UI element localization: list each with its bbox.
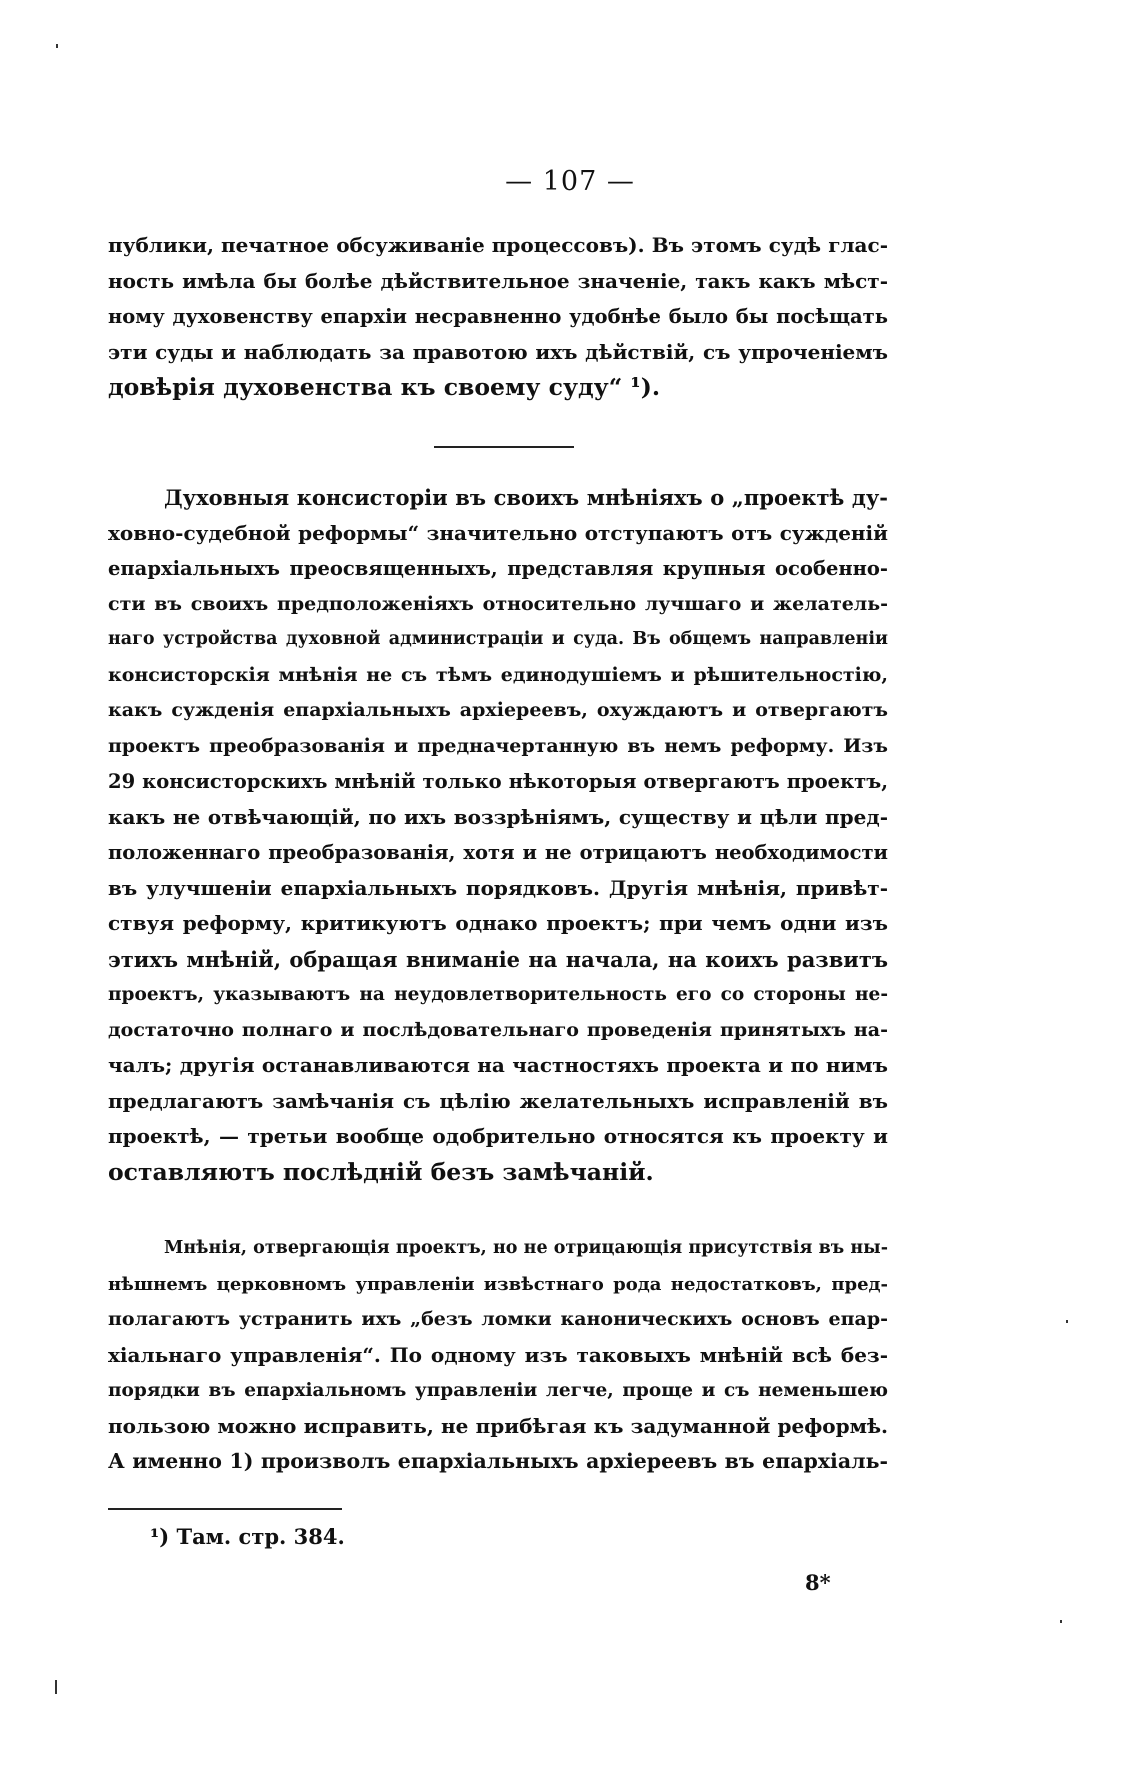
text-line: консисторскія мнѣнія не съ тѣмъ единодушіемъ и рѣшительностію, (108, 663, 888, 686)
section-divider (434, 446, 574, 448)
text-line: какъ не отвѣчающій, по ихъ воззрѣніямъ, существу и цѣли пред- (108, 804, 888, 829)
text-line: А именно 1) произволъ епархіальныхъ архіереевъ въ епархіаль- (108, 1449, 888, 1473)
text-line: сти въ своихъ предположеніяхъ относительно лучшаго и желатель- (108, 592, 888, 615)
text-line: 29 консисторскихъ мнѣній только нѣкоторыя отвергаютъ проектъ, (108, 770, 888, 793)
text-line: хіальнаго управленія“. По одному изъ таковыхъ мнѣній всѣ без- (108, 1342, 888, 1367)
text-line: полагаютъ устранить ихъ „безъ ломки каноническихъ основъ епар- (108, 1308, 888, 1330)
text-line: проектѣ, — третьи вообще одобрительно относятся къ проекту и (108, 1124, 888, 1148)
scan-speck (1060, 1620, 1062, 1623)
text-line: Духовныя консисторіи въ своихъ мнѣніяхъ о „проектѣ ду- (164, 485, 888, 510)
text-line: предлагаютъ замѣчанія съ цѣлію желательныхъ исправленій въ (108, 1088, 888, 1113)
text-line: проектъ преобразованія и предначертанную въ немъ реформу. Изъ (108, 734, 888, 757)
scan-speck (56, 44, 58, 48)
text-line: ховно-судебной реформы“ значительно отступаютъ отъ сужденій (108, 520, 888, 545)
text-line: какъ сужденія епархіальныхъ архіереевъ, охуждаютъ и отвергаютъ (108, 699, 888, 721)
text-line: нѣшнемъ церковномъ управленіи извѣстнаго рода недостатковъ, пред- (108, 1273, 888, 1295)
text-line: чалъ; другія останавливаются на частностяхъ проекта и по нимъ (108, 1053, 888, 1077)
text-line: наго устройства духовной администраціи и суда. Въ общемъ направленіи (108, 629, 888, 649)
text-line: публики, печатное обсуживаніе процессовъ). Въ этомъ судѣ глас- (108, 233, 888, 257)
text-line: ному духовенству епархіи несравненно удобнѣе было бы посѣщать (108, 305, 888, 328)
text-line: эти суды и наблюдать за правотою ихъ дѣйствій, съ упроченіемъ (108, 339, 888, 364)
text-line: порядки въ епархіальномъ управленіи легче, проще и съ неменьшею (108, 1380, 888, 1401)
page-number: — 107 — (505, 166, 635, 197)
text-line: этихъ мнѣній, обращая вниманіе на начала, на коихъ развитъ (108, 946, 888, 972)
scan-speck (1066, 1320, 1068, 1323)
text-line: оставляютъ послѣдній безъ замѣчаній. (108, 1157, 654, 1186)
signature-mark: 8* (805, 1570, 831, 1595)
text-line: довѣрія духовенства къ своему суду“ ¹). (108, 373, 660, 401)
text-line: положеннаго преобразованія, хотя и не отрицаютъ необходимости (108, 841, 888, 864)
text-line: пользою можно исправить, не прибѣгая къ задуманной реформѣ. (108, 1413, 888, 1438)
paragraph-consistories (108, 480, 888, 1190)
paragraph-opinions (108, 1231, 888, 1480)
text-line: епархіальныхъ преосвященныхъ, представляя крупныя особенно- (108, 557, 888, 580)
text-line: въ улучшеніи епархіальныхъ порядковъ. Другія мнѣнія, привѣт- (108, 875, 888, 900)
scan-speck (55, 1680, 57, 1694)
text-line: достаточно полнаго и послѣдовательнаго проведенія принятыхъ на- (108, 1018, 888, 1041)
footnote: ¹) Там. стр. 384. (150, 1524, 345, 1549)
text-line: ность имѣла бы болѣе дѣйствительное значеніе, такъ какъ мѣст- (108, 268, 888, 293)
paragraph-continuation (108, 228, 888, 406)
text-line: Мнѣнія, отвергающія проектъ, но не отрицающія присутствія въ ны- (164, 1238, 888, 1258)
text-line: ствуя реформу, критикуютъ однако проектъ; при чемъ одни изъ (108, 911, 888, 935)
text-line: проектъ, указываютъ на неудовлетворительность его со стороны не- (108, 984, 888, 1005)
footnote-rule (108, 1508, 342, 1510)
